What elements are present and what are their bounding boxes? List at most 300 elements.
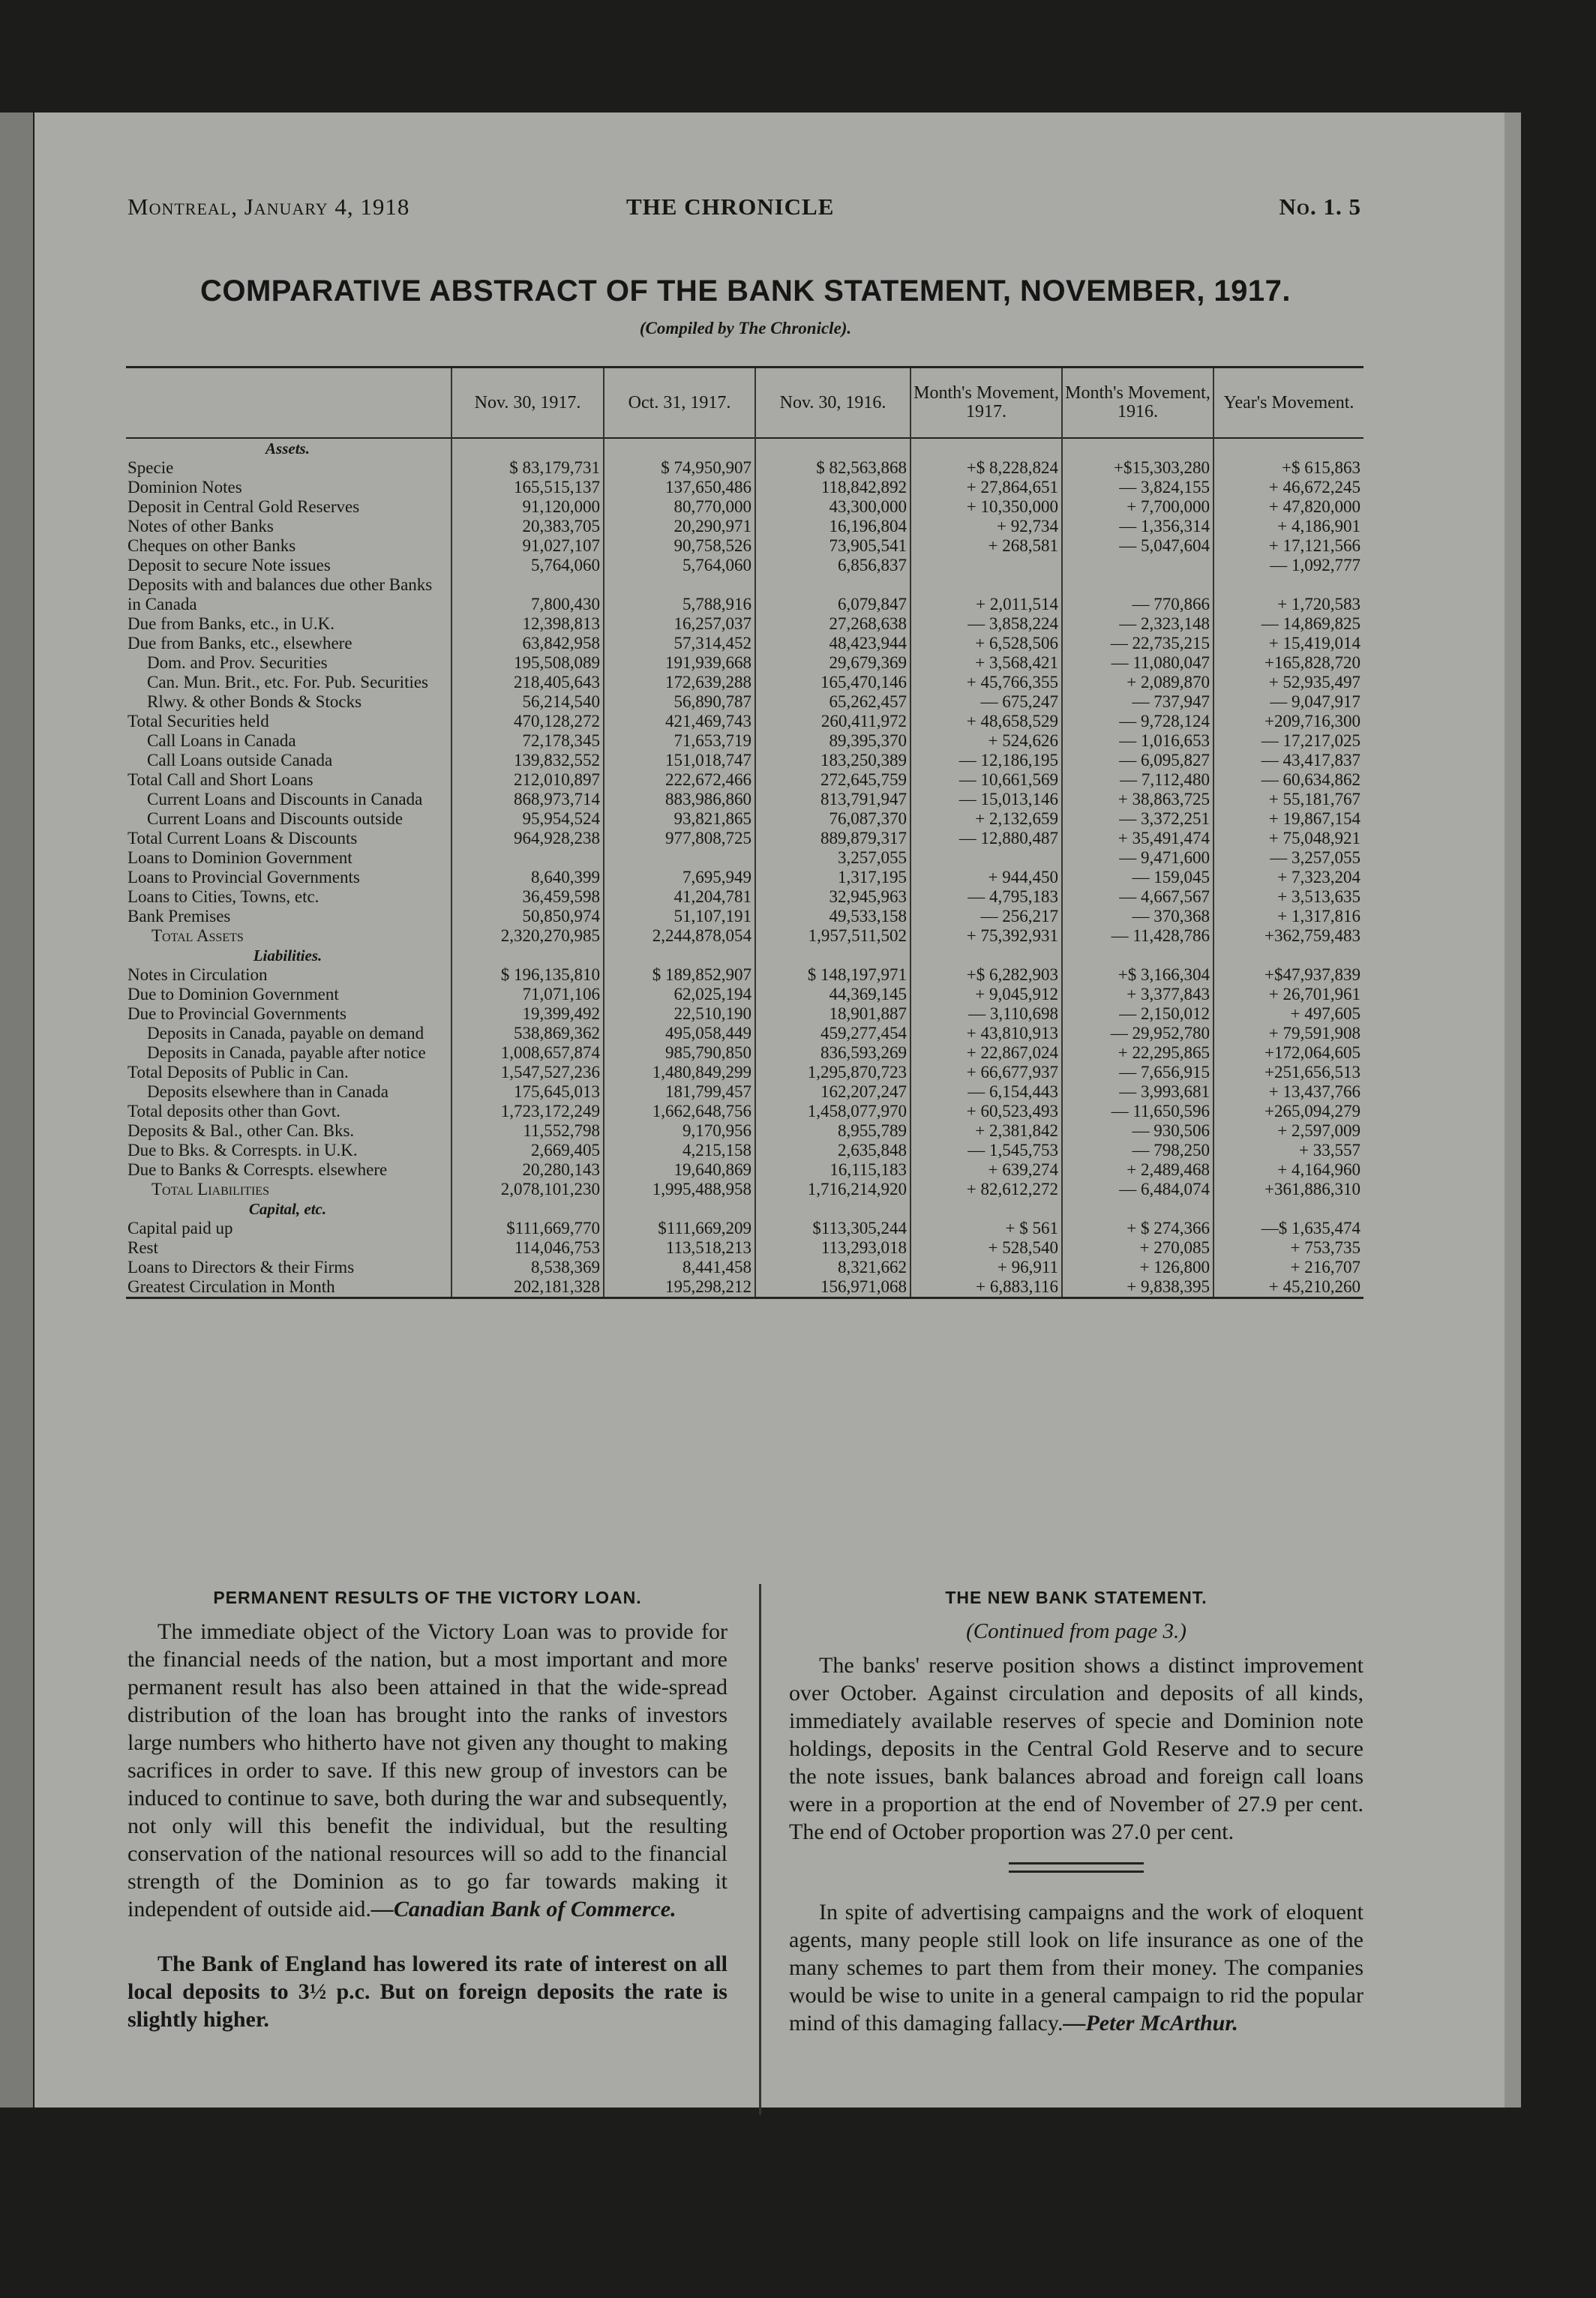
table-cell: + 27,864,651: [910, 478, 1062, 497]
table-row: [126, 1004, 1364, 1024]
table-cell: 538,869,362: [452, 1024, 604, 1043]
table-row: [126, 1063, 1364, 1082]
table-cell: 11,552,798: [452, 1121, 604, 1141]
table-cell: 1,547,527,236: [452, 1063, 604, 1082]
table-cell: + 38,863,725: [1062, 790, 1214, 809]
table-cell: 22,510,190: [604, 1004, 755, 1024]
row-label: Total Securities held: [128, 712, 269, 730]
table-cell: [910, 556, 1062, 575]
table-cell: 1,995,488,958: [604, 1180, 755, 1199]
table-cell: — 12,186,195: [910, 751, 1062, 770]
table-row: [126, 1277, 1364, 1298]
table-row: [126, 1082, 1364, 1102]
table-row: [126, 497, 1364, 517]
row-label: Current Loans and Discounts in Canada: [147, 790, 423, 808]
table-cell: 56,890,787: [604, 692, 755, 712]
table-cell: 195,508,089: [452, 653, 604, 673]
table-cell: $ 83,179,731: [452, 458, 604, 478]
table-cell: 50,850,974: [452, 907, 604, 926]
table-cell: [1214, 1199, 1364, 1219]
table-cell: — 4,795,183: [910, 887, 1062, 907]
table-cell: — 4,667,567: [1062, 887, 1214, 907]
table-cell: 495,058,449: [604, 1024, 755, 1043]
table-row: [126, 1102, 1364, 1121]
article-text: In spite of advertising campaigns and the work of eloquent agents, many people still look on life insurance as one of the many schemes to part them from their money. The companies would be wise to unite in a general campaign to rid the popular mind of this damaging fallacy.: [789, 1900, 1364, 2036]
table-row: [126, 575, 1364, 614]
row-label: Due to Dominion Government: [128, 985, 339, 1004]
table-cell: 272,645,759: [755, 770, 910, 790]
table-cell: +$ 3,166,304: [1062, 965, 1214, 985]
table-row: [126, 1024, 1364, 1043]
table-cell: + 43,810,913: [910, 1024, 1062, 1043]
table-cell: — 3,993,681: [1062, 1082, 1214, 1102]
table-cell: + 4,186,901: [1214, 517, 1364, 536]
table-cell: +361,886,310: [1214, 1180, 1364, 1199]
row-label: Total Call and Short Loans: [128, 770, 314, 789]
table-cell: [755, 1199, 910, 1219]
row-label: Due from Banks, etc., in U.K.: [128, 614, 334, 633]
table-cell: 1,957,511,502: [755, 926, 910, 946]
table-cell: 18,901,887: [755, 1004, 910, 1024]
table-cell: + 75,048,921: [1214, 829, 1364, 848]
table-cell: + 7,323,204: [1214, 868, 1364, 887]
table-row: [126, 1258, 1364, 1277]
table-row: [126, 673, 1364, 692]
table-cell: 6,079,847: [755, 575, 910, 614]
table-cell: [604, 946, 755, 965]
table-cell: [755, 946, 910, 965]
table-cell: 137,650,486: [604, 478, 755, 497]
table-row: [126, 965, 1364, 985]
row-label: Bank Premises: [128, 907, 231, 926]
table-cell: + 75,392,931: [910, 926, 1062, 946]
table-cell: — 22,735,215: [1062, 634, 1214, 653]
row-label: Deposits in Canada, payable after notice: [147, 1043, 426, 1062]
table-cell: + 4,164,960: [1214, 1160, 1364, 1180]
table-cell: $111,669,209: [604, 1219, 755, 1238]
row-label: Capital paid up: [128, 1219, 233, 1238]
column-header: Nov. 30, 1917.: [452, 368, 604, 439]
table-cell: +172,064,605: [1214, 1043, 1364, 1063]
table-cell: +209,716,300: [1214, 712, 1364, 731]
table-cell: +$15,303,280: [1062, 458, 1214, 478]
table-cell: + 52,935,497: [1214, 673, 1364, 692]
table-cell: — 6,154,443: [910, 1082, 1062, 1102]
table-row: [126, 790, 1364, 809]
table-cell: 19,399,492: [452, 1004, 604, 1024]
table-cell: 162,207,247: [755, 1082, 910, 1102]
section-heading: Capital, etc.: [248, 1200, 327, 1218]
table-cell: 72,178,345: [452, 731, 604, 751]
table-cell: $113,305,244: [755, 1219, 910, 1238]
table-cell: — 7,656,915: [1062, 1063, 1214, 1082]
table-cell: 7,695,949: [604, 868, 755, 887]
table-cell: — 12,880,487: [910, 829, 1062, 848]
table-cell: — 3,824,155: [1062, 478, 1214, 497]
row-label: Total Liabilities: [152, 1180, 269, 1198]
table-cell: 181,799,457: [604, 1082, 755, 1102]
running-head: [128, 194, 1361, 231]
table-cell: + 639,274: [910, 1160, 1062, 1180]
table-row: [126, 770, 1364, 790]
row-label: Call Loans in Canada: [147, 731, 296, 750]
new-bank-statement-article: [759, 1584, 1364, 2037]
table-cell: +265,094,279: [1214, 1102, 1364, 1121]
table-cell: [604, 848, 755, 868]
table-cell: 20,290,971: [604, 517, 755, 536]
table-cell: 1,458,077,970: [755, 1102, 910, 1121]
table-cell: — 3,372,251: [1062, 809, 1214, 829]
table-row: [126, 1180, 1364, 1199]
table-cell: + 2,132,659: [910, 809, 1062, 829]
table-cell: + 26,701,961: [1214, 985, 1364, 1004]
table-cell: 16,196,804: [755, 517, 910, 536]
table-cell: 8,538,369: [452, 1258, 604, 1277]
page-edge: [1504, 112, 1521, 2108]
article-paragraph: The Bank of England has lowered its rate of interest on all local deposits to 3½ p.c. But on foreign deposits the rate is slightly higher.: [128, 1952, 728, 2032]
table-cell: 212,010,897: [452, 770, 604, 790]
table-cell: — 737,947: [1062, 692, 1214, 712]
table-row: [126, 829, 1364, 848]
table-cell: — 11,650,596: [1062, 1102, 1214, 1121]
table-cell: + 524,626: [910, 731, 1062, 751]
table-cell: 868,973,714: [452, 790, 604, 809]
table-cell: 113,518,213: [604, 1238, 755, 1258]
table-cell: + 96,911: [910, 1258, 1062, 1277]
row-label: Total deposits other than Govt.: [128, 1102, 340, 1120]
table-cell: + 35,491,474: [1062, 829, 1214, 848]
table-cell: — 798,250: [1062, 1141, 1214, 1160]
row-label: Due to Banks & Correspts. elsewhere: [128, 1160, 388, 1179]
row-label: Loans to Dominion Government: [128, 848, 352, 867]
table-cell: + 1,317,816: [1214, 907, 1364, 926]
page-title: COMPARATIVE ABSTRACT OF THE BANK STATEMENT, NOVEMBER, 1917.: [200, 274, 1292, 308]
table-cell: [452, 848, 604, 868]
table-cell: — 770,866: [1062, 575, 1214, 614]
table-cell: + 66,677,937: [910, 1063, 1062, 1082]
table-cell: 2,078,101,230: [452, 1180, 604, 1199]
table-cell: [452, 946, 604, 965]
table-row: [126, 926, 1364, 946]
table-cell: + $ 561: [910, 1219, 1062, 1238]
article-paragraph: [128, 1618, 728, 1923]
table-cell: 49,533,158: [755, 907, 910, 926]
running-head-right: No. 1. 5: [1279, 194, 1361, 220]
row-label: Total Assets: [152, 926, 244, 945]
table-cell: + 753,735: [1214, 1238, 1364, 1258]
row-label: Greatest Circulation in Month: [126, 1277, 452, 1298]
table-cell: — 11,428,786: [1062, 926, 1214, 946]
table-cell: —$ 1,635,474: [1214, 1219, 1364, 1238]
table-cell: 65,262,457: [755, 692, 910, 712]
table-cell: — 17,217,025: [1214, 731, 1364, 751]
column-header: Month's Movement, 1917.: [910, 368, 1062, 439]
table-cell: — 29,952,780: [1062, 1024, 1214, 1043]
table-row: [126, 614, 1364, 634]
table-cell: 8,321,662: [755, 1258, 910, 1277]
table-cell: — 7,112,480: [1062, 770, 1214, 790]
table-cell: 62,025,194: [604, 985, 755, 1004]
table-cell: + 2,381,842: [910, 1121, 1062, 1141]
table-cell: 2,320,270,985: [452, 926, 604, 946]
table-cell: [452, 1199, 604, 1219]
table-cell: — 10,661,569: [910, 770, 1062, 790]
table-cell: 91,027,107: [452, 536, 604, 556]
table-cell: 12,398,813: [452, 614, 604, 634]
table-cell: + 9,838,395: [1062, 1277, 1214, 1298]
table-cell: — 9,047,917: [1214, 692, 1364, 712]
table-cell: + 46,672,245: [1214, 478, 1364, 497]
table-cell: 90,758,526: [604, 536, 755, 556]
table-cell: + 19,867,154: [1214, 809, 1364, 829]
table-cell: 260,411,972: [755, 712, 910, 731]
table-cell: 95,954,524: [452, 809, 604, 829]
row-label: Deposit to secure Note issues: [128, 556, 331, 574]
table-cell: 7,800,430: [452, 575, 604, 614]
table-cell: [910, 438, 1062, 458]
table-cell: 32,945,963: [755, 887, 910, 907]
row-label: Can. Mun. Brit., etc. For. Pub. Securities: [147, 673, 429, 692]
column-header: [126, 368, 452, 439]
table-cell: + 944,450: [910, 868, 1062, 887]
table-cell: 2,669,405: [452, 1141, 604, 1160]
table-cell: +165,828,720: [1214, 653, 1364, 673]
table-cell: +$47,937,839: [1214, 965, 1364, 985]
table-cell: 470,128,272: [452, 712, 604, 731]
table-cell: 2,635,848: [755, 1141, 910, 1160]
table-cell: 165,515,137: [452, 478, 604, 497]
table-cell: + 270,085: [1062, 1238, 1214, 1258]
table-cell: [1214, 946, 1364, 965]
table-row: [126, 946, 1364, 965]
table-cell: 8,441,458: [604, 1258, 755, 1277]
table-cell: + 45,210,260: [1214, 1277, 1364, 1298]
table-row: [126, 1199, 1364, 1219]
table-row: [126, 868, 1364, 887]
table-cell: [1062, 1199, 1214, 1219]
table-cell: 114,046,753: [452, 1238, 604, 1258]
table-cell: 8,640,399: [452, 868, 604, 887]
table-cell: — 3,257,055: [1214, 848, 1364, 868]
table-cell: + 268,581: [910, 536, 1062, 556]
row-label: Notes of other Banks: [128, 517, 274, 536]
table-cell: 202,181,328: [452, 1277, 604, 1298]
table-cell: — 6,095,827: [1062, 751, 1214, 770]
table-cell: 56,214,540: [452, 692, 604, 712]
table-cell: [910, 1199, 1062, 1219]
table-cell: 57,314,452: [604, 634, 755, 653]
table-cell: 3,257,055: [755, 848, 910, 868]
table-cell: 459,277,454: [755, 1024, 910, 1043]
table-cell: + 528,540: [910, 1238, 1062, 1258]
table-row: [126, 692, 1364, 712]
table-cell: + 33,557: [1214, 1141, 1364, 1160]
table-row: [126, 536, 1364, 556]
table-row: [126, 1043, 1364, 1063]
table-cell: 1,480,849,299: [604, 1063, 755, 1082]
table-row: [126, 1121, 1364, 1141]
table-cell: $ 82,563,868: [755, 458, 910, 478]
table-cell: +$ 6,282,903: [910, 965, 1062, 985]
row-label: Deposit in Central Gold Reserves: [128, 497, 360, 516]
table-cell: $111,669,770: [452, 1219, 604, 1238]
table-cell: [910, 946, 1062, 965]
table-cell: 2,244,878,054: [604, 926, 755, 946]
table-cell: 139,832,552: [452, 751, 604, 770]
table-cell: 4,215,158: [604, 1141, 755, 1160]
table-cell: 1,662,648,756: [604, 1102, 755, 1121]
table-cell: 76,087,370: [755, 809, 910, 829]
bank-statement-table-wrapper: [126, 366, 1364, 1299]
table-row: [126, 751, 1364, 770]
facing-page-edge: [0, 112, 33, 2108]
table-cell: — 14,869,825: [1214, 614, 1364, 634]
table-cell: — 2,323,148: [1062, 614, 1214, 634]
article-signature: —Canadian Bank of Commerce.: [370, 1897, 676, 1922]
table-cell: 29,679,369: [755, 653, 910, 673]
table-row: [126, 438, 1364, 458]
table-cell: + 2,489,468: [1062, 1160, 1214, 1180]
table-cell: 20,280,143: [452, 1160, 604, 1180]
article-text: The immediate object of the Victory Loan was to provide for the financial needs of the nation, but a most important and more permanent result has also been attained in that the wide-spread distribution of the loan has brought into the ranks of investors large numbers who hitherto have not given any thought to making sacrifices in order to save. If this new group of investors can be induced to continue to save, both during the war and subsequently, not only will this benefit the individual, but the resulting conservation of the national resources will so add to the financial strength of the Dominion as to go far towards making it independent of outside aid.: [128, 1619, 728, 1922]
table-row: [126, 634, 1364, 653]
table-row: [126, 1160, 1364, 1180]
column-header: Month's Movement, 1916.: [1062, 368, 1214, 439]
table-cell: — 3,858,224: [910, 614, 1062, 634]
table-cell: + 17,121,566: [1214, 536, 1364, 556]
table-cell: 813,791,947: [755, 790, 910, 809]
table-row: [126, 809, 1364, 829]
table-cell: 1,723,172,249: [452, 1102, 604, 1121]
table-cell: +362,759,483: [1214, 926, 1364, 946]
table-cell: + 55,181,767: [1214, 790, 1364, 809]
bank-statement-table: [126, 366, 1364, 1299]
table-cell: — 1,092,777: [1214, 556, 1364, 575]
table-cell: + 1,720,583: [1214, 575, 1364, 614]
row-label: Cheques on other Banks: [128, 536, 296, 555]
table-cell: 165,470,146: [755, 673, 910, 692]
table-cell: 93,821,865: [604, 809, 755, 829]
page-subtitle: (Compiled by The Chronicle).: [639, 319, 852, 338]
table-cell: $ 74,950,907: [604, 458, 755, 478]
table-row: [126, 731, 1364, 751]
table-cell: + 22,867,024: [910, 1043, 1062, 1063]
row-label: Rest: [128, 1238, 158, 1257]
row-label: Due to Provincial Governments: [128, 1004, 346, 1023]
table-cell: 889,879,317: [755, 829, 910, 848]
table-row: [126, 556, 1364, 575]
column-header: Nov. 30, 1916.: [755, 368, 910, 439]
table-cell: 44,369,145: [755, 985, 910, 1004]
table-cell: +$ 8,228,824: [910, 458, 1062, 478]
table-cell: 5,764,060: [604, 556, 755, 575]
table-cell: — 370,368: [1062, 907, 1214, 926]
table-cell: — 6,484,074: [1062, 1180, 1214, 1199]
table-cell: — 256,217: [910, 907, 1062, 926]
table-row: [126, 1238, 1364, 1258]
table-cell: + 6,883,116: [910, 1277, 1062, 1298]
table-cell: 80,770,000: [604, 497, 755, 517]
table-cell: — 5,047,604: [1062, 536, 1214, 556]
table-cell: 63,842,958: [452, 634, 604, 653]
table-cell: 5,764,060: [452, 556, 604, 575]
row-label: Rlwy. & other Bonds & Stocks: [147, 692, 362, 711]
table-cell: + 48,658,529: [910, 712, 1062, 731]
table-cell: 51,107,191: [604, 907, 755, 926]
row-label: Loans to Cities, Towns, etc.: [128, 887, 320, 906]
table-cell: 175,645,013: [452, 1082, 604, 1102]
table-cell: 421,469,743: [604, 712, 755, 731]
table-cell: 41,204,781: [604, 887, 755, 907]
column-header: Oct. 31, 1917.: [604, 368, 755, 439]
table-cell: 6,856,837: [755, 556, 910, 575]
row-label: Deposits elsewhere than in Canada: [147, 1082, 388, 1101]
table-cell: 1,716,214,920: [755, 1180, 910, 1199]
row-label: Deposits with and balances due other Banks in Canada: [128, 575, 433, 614]
table-cell: + 497,605: [1214, 1004, 1364, 1024]
table-cell: 43,300,000: [755, 497, 910, 517]
table-cell: +$ 615,863: [1214, 458, 1364, 478]
table-cell: 71,071,106: [452, 985, 604, 1004]
row-label: Loans to Directors & their Firms: [128, 1258, 355, 1276]
table-cell: + 92,734: [910, 517, 1062, 536]
table-cell: + 2,597,009: [1214, 1121, 1364, 1141]
table-cell: + 79,591,908: [1214, 1024, 1364, 1043]
table-cell: 222,672,466: [604, 770, 755, 790]
table-cell: 73,905,541: [755, 536, 910, 556]
table-cell: 91,120,000: [452, 497, 604, 517]
column-header: Year's Movement.: [1214, 368, 1364, 439]
table-row: [126, 907, 1364, 926]
table-cell: 27,268,638: [755, 614, 910, 634]
table-row: [126, 985, 1364, 1004]
article-paragraph: The banks' reserve position shows a distinct improvement over October. Against circulation and deposits of all kinds, immediately available reserves of specie and Dominion note holdings, deposits in the Central Gold Reserve and to secure the note issues, bank balances abroad and foreign call loans were in a proportion at the end of November of 27.9 per cent. The end of October proportion was 27.0 per cent.: [789, 1653, 1364, 1844]
table-cell: [755, 438, 910, 458]
table-cell: 191,939,668: [604, 653, 755, 673]
table-cell: + $ 274,366: [1062, 1219, 1214, 1238]
table-cell: + 3,568,421: [910, 653, 1062, 673]
row-label: Total Deposits of Public in Can.: [128, 1063, 349, 1082]
section-divider: [1009, 1862, 1144, 1873]
table-cell: — 43,417,837: [1214, 751, 1364, 770]
article-heading: PERMANENT RESULTS OF THE VICTORY LOAN.: [213, 1588, 642, 1607]
table-cell: — 9,728,124: [1062, 712, 1214, 731]
table-cell: 977,808,725: [604, 829, 755, 848]
table-cell: — 11,080,047: [1062, 653, 1214, 673]
table-row: [126, 458, 1364, 478]
table-cell: + 2,089,870: [1062, 673, 1214, 692]
table-cell: + 9,045,912: [910, 985, 1062, 1004]
table-row: [126, 517, 1364, 536]
table-cell: [604, 438, 755, 458]
row-label: Notes in Circulation: [128, 965, 268, 984]
table-cell: + 216,707: [1214, 1258, 1364, 1277]
table-cell: 1,008,657,874: [452, 1043, 604, 1063]
row-label: Dominion Notes: [128, 478, 242, 496]
table-row: [126, 887, 1364, 907]
table-cell: + 3,513,635: [1214, 887, 1364, 907]
article-heading: THE NEW BANK STATEMENT.: [945, 1588, 1208, 1607]
row-label: Due to Bks. & Correspts. in U.K.: [128, 1141, 358, 1160]
table-cell: 151,018,747: [604, 751, 755, 770]
table-row: [126, 712, 1364, 731]
table-cell: — 1,356,314: [1062, 517, 1214, 536]
table-cell: [452, 438, 604, 458]
table-cell: + 10,350,000: [910, 497, 1062, 517]
table-cell: $ 189,852,907: [604, 965, 755, 985]
row-label: Deposits in Canada, payable on demand: [147, 1024, 424, 1042]
table-cell: 195,298,212: [604, 1277, 755, 1298]
